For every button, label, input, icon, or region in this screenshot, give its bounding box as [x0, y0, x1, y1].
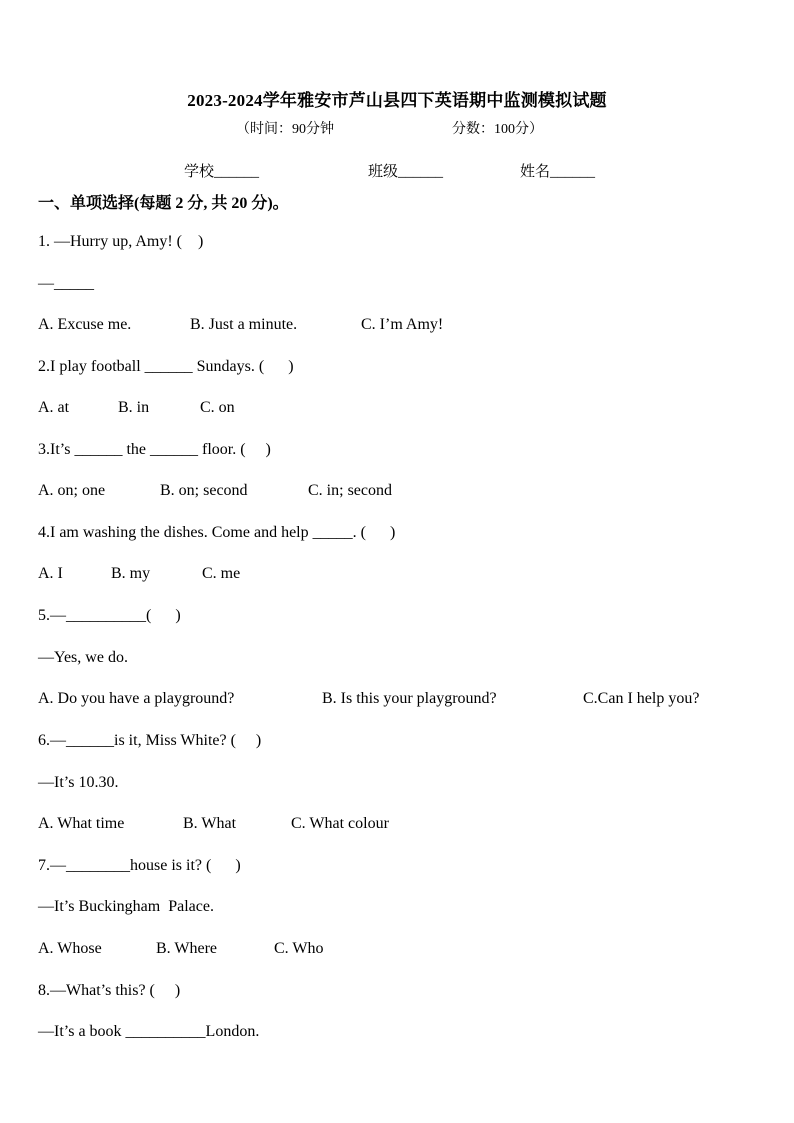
question-1-option-c: C. I’m Amy!: [361, 316, 444, 333]
question-2-stem: 2.I play football ______ Sundays. ( ): [38, 358, 294, 375]
question-3-option-c: C. in; second: [308, 482, 392, 499]
question-7-option-c: C. Who: [274, 940, 324, 957]
question-5-option-a: A. Do you have a playground?: [38, 690, 235, 707]
question-1-option-a: A. Excuse me.: [38, 316, 132, 333]
question-6-option-c: C. What colour: [291, 815, 389, 832]
school-field: 学校______: [184, 164, 260, 180]
class-field: 班级______: [368, 164, 444, 180]
question-3-option-b: B. on; second: [160, 482, 248, 499]
question-4-stem: 4.I am washing the dishes. Come and help _____. ( ): [38, 524, 396, 541]
section-heading: 一、单项选择(每题 2 分, 共 20 分)。: [38, 195, 289, 212]
name-field: 姓名______: [520, 164, 596, 180]
question-7-option-b: B. Where: [156, 940, 218, 957]
question-7-option-a: A. Whose: [38, 940, 102, 957]
question-5-stem: 5.—__________( ): [38, 607, 181, 624]
question-4-option-c: C. me: [202, 565, 241, 582]
question-1-stem: 1. —Hurry up, Amy! ( ): [38, 233, 204, 250]
question-6-option-b: B. What: [183, 815, 237, 832]
question-3-stem: 3.It’s ______ the ______ floor. ( ): [38, 441, 271, 458]
question-2-option-a: A. at: [38, 399, 70, 416]
question-3-option-a: A. on; one: [38, 482, 106, 499]
question-8-reply: —It’s a book __________London.: [38, 1023, 260, 1040]
question-1-option-b: B. Just a minute.: [190, 316, 298, 333]
question-7-stem: 7.—________house is it? ( ): [38, 857, 241, 874]
question-6-stem: 6.—______is it, Miss White? ( ): [38, 732, 262, 749]
question-4-option-b: B. my: [111, 565, 151, 582]
question-8-stem: 8.—What’s this? ( ): [38, 982, 181, 999]
question-2-option-c: C. on: [200, 399, 235, 416]
question-5-reply: —Yes, we do.: [38, 649, 128, 666]
question-6-reply: —It’s 10.30.: [38, 774, 119, 791]
question-2-option-b: B. in: [118, 399, 150, 416]
question-4-option-a: A. I: [38, 565, 63, 582]
question-1-reply: —_____: [38, 275, 94, 292]
question-5-option-c: C.Can I help you?: [583, 690, 700, 707]
question-7-reply: —It’s Buckingham Palace.: [38, 898, 214, 915]
exam-score: 分数：100分）: [452, 122, 543, 137]
question-6-option-a: A. What time: [38, 815, 125, 832]
exam-time: （时间：90分钟: [236, 122, 334, 137]
question-5-option-b: B. Is this your playground?: [322, 690, 497, 707]
exam-title: 2023-2024学年雅安市芦山县四下英语期中监测模拟试题: [187, 91, 607, 110]
